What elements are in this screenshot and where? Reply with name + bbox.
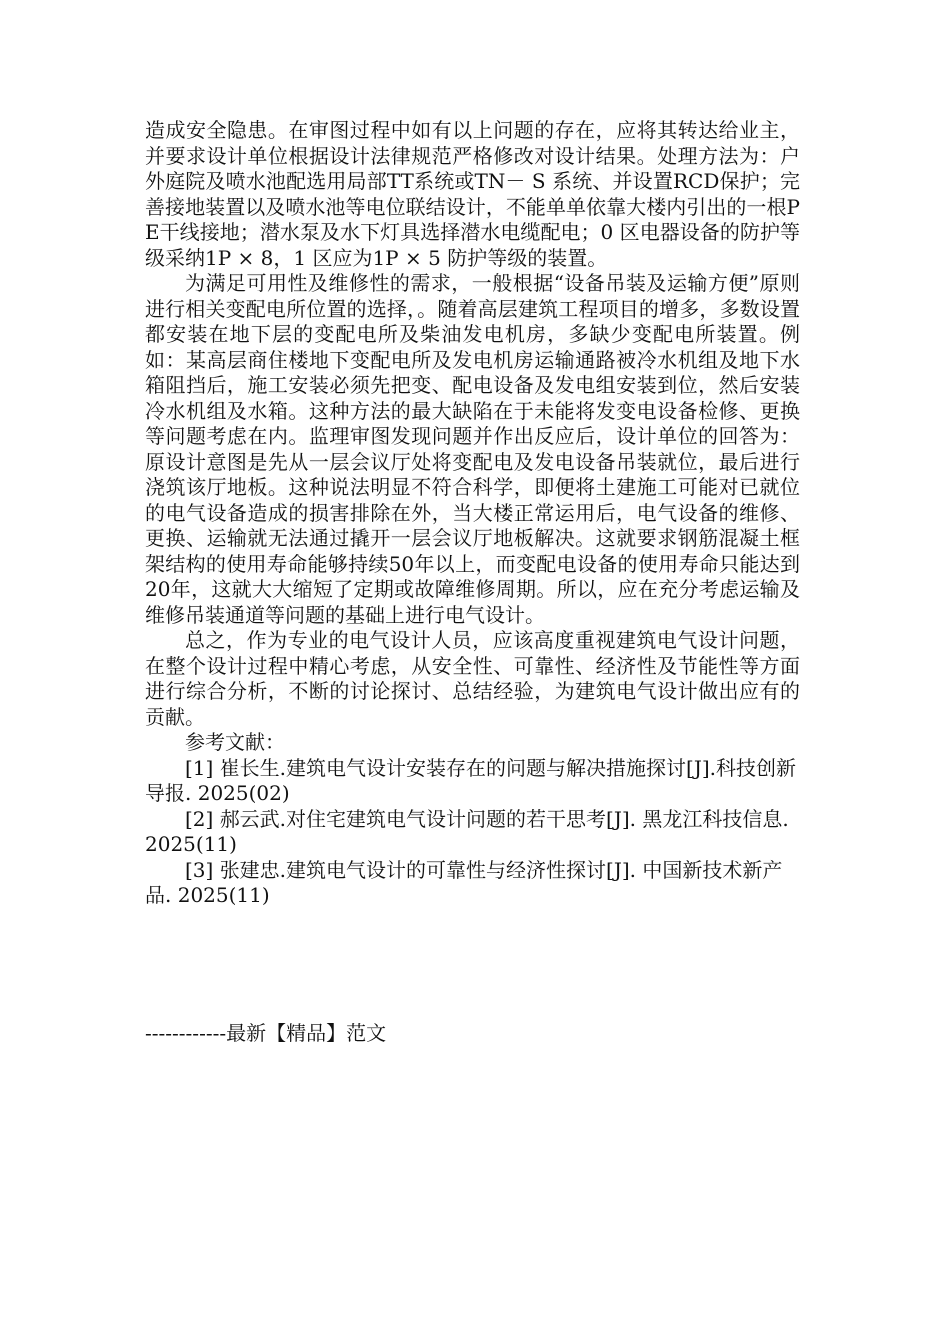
footer-banner: ------------最新【精品】范文 <box>145 1021 387 1045</box>
references-heading: 参考文献： <box>185 730 285 754</box>
reference-item-2: [2] 郝云武.对住宅建筑电气设计问题的若干思考[J]. 黑龙江科技信息. 2025(11) <box>145 806 789 856</box>
reference-item-1: [1] 崔长生.建筑电气设计安装存在的问题与解决措施探讨[J].科技创新导报. 2025(02) <box>145 755 797 805</box>
body-paragraph-2: 为满足可用性及维修性的需求，一般根据“设备吊装及运输方便”原则进行相关变配电所位置的选择，。随着高层建筑工程项目的增多，多数设置都安装在地下层的变配电所及柴油发电机房，多缺少变配电所装置。例如：某高层商住楼地下变配电所及发电机房运输通路被冷水机组及地下水箱阻挡后，施工安装必须先把变、配电设备及发电组安装到位，然后安装冷水机组及水箱。这种方法的最大缺陷在于未能将发变电设备检修、更换等问题考虑在内。监理审图发现问题并作出反应后，设计单位的回答为：原设计意图是先从一层会议厅处将变配电及发电设备吊装就位，最后进行浇筑该厅地板。这种说法明显不符合科学，即便将土建施工可能对已就位的电气设备造成的损害排除在外，当大楼正常运用后，电气设备的维修、更换、运输就无法通过撬开一层会议厅地板解决。这就要求钢筋混凝土框架结构的使用寿命能够持续50年以上，而变配电设备的使用寿命只能达到20年，这就大大缩短了定期或故障维修周期。所以，应在充分考虑运输及维修吊装通道等问题的基础上进行电气设计。 <box>145 271 800 627</box>
body-paragraph-3: 总之，作为专业的电气设计人员，应该高度重视建筑电气设计问题，在整个设计过程中精心考虑，从安全性、可靠性、经济性及节能性等方面进行综合分析，不断的讨论探讨、总结经验，为建筑电气设计做出应有的贡献。 <box>145 628 800 729</box>
body-paragraph-1: 造成安全隐患。在审图过程中如有以上问题的存在，应将其转达给业主，并要求设计单位根据设计法律规范严格修改对设计结果。处理方法为：户外庭院及喷水池配选用局部TT系统或TN－ S 系统、并设置RCD保护；完善接地装置以及喷水池等电位联结设计，不能单单依靠大楼内引出的一根PE干线接地；潜水泵及水下灯具选择潜水电缆配电；0 区电器设备的防护等级采纳1P × 8，1 区应为1P × 5 防护等级的装置。 <box>145 118 800 270</box>
document-page <box>145 118 800 909</box>
reference-item-3: [3] 张建忠.建筑电气设计的可靠性与经济性探讨[J]. 中国新技术新产品. 2025(11) <box>145 857 783 907</box>
